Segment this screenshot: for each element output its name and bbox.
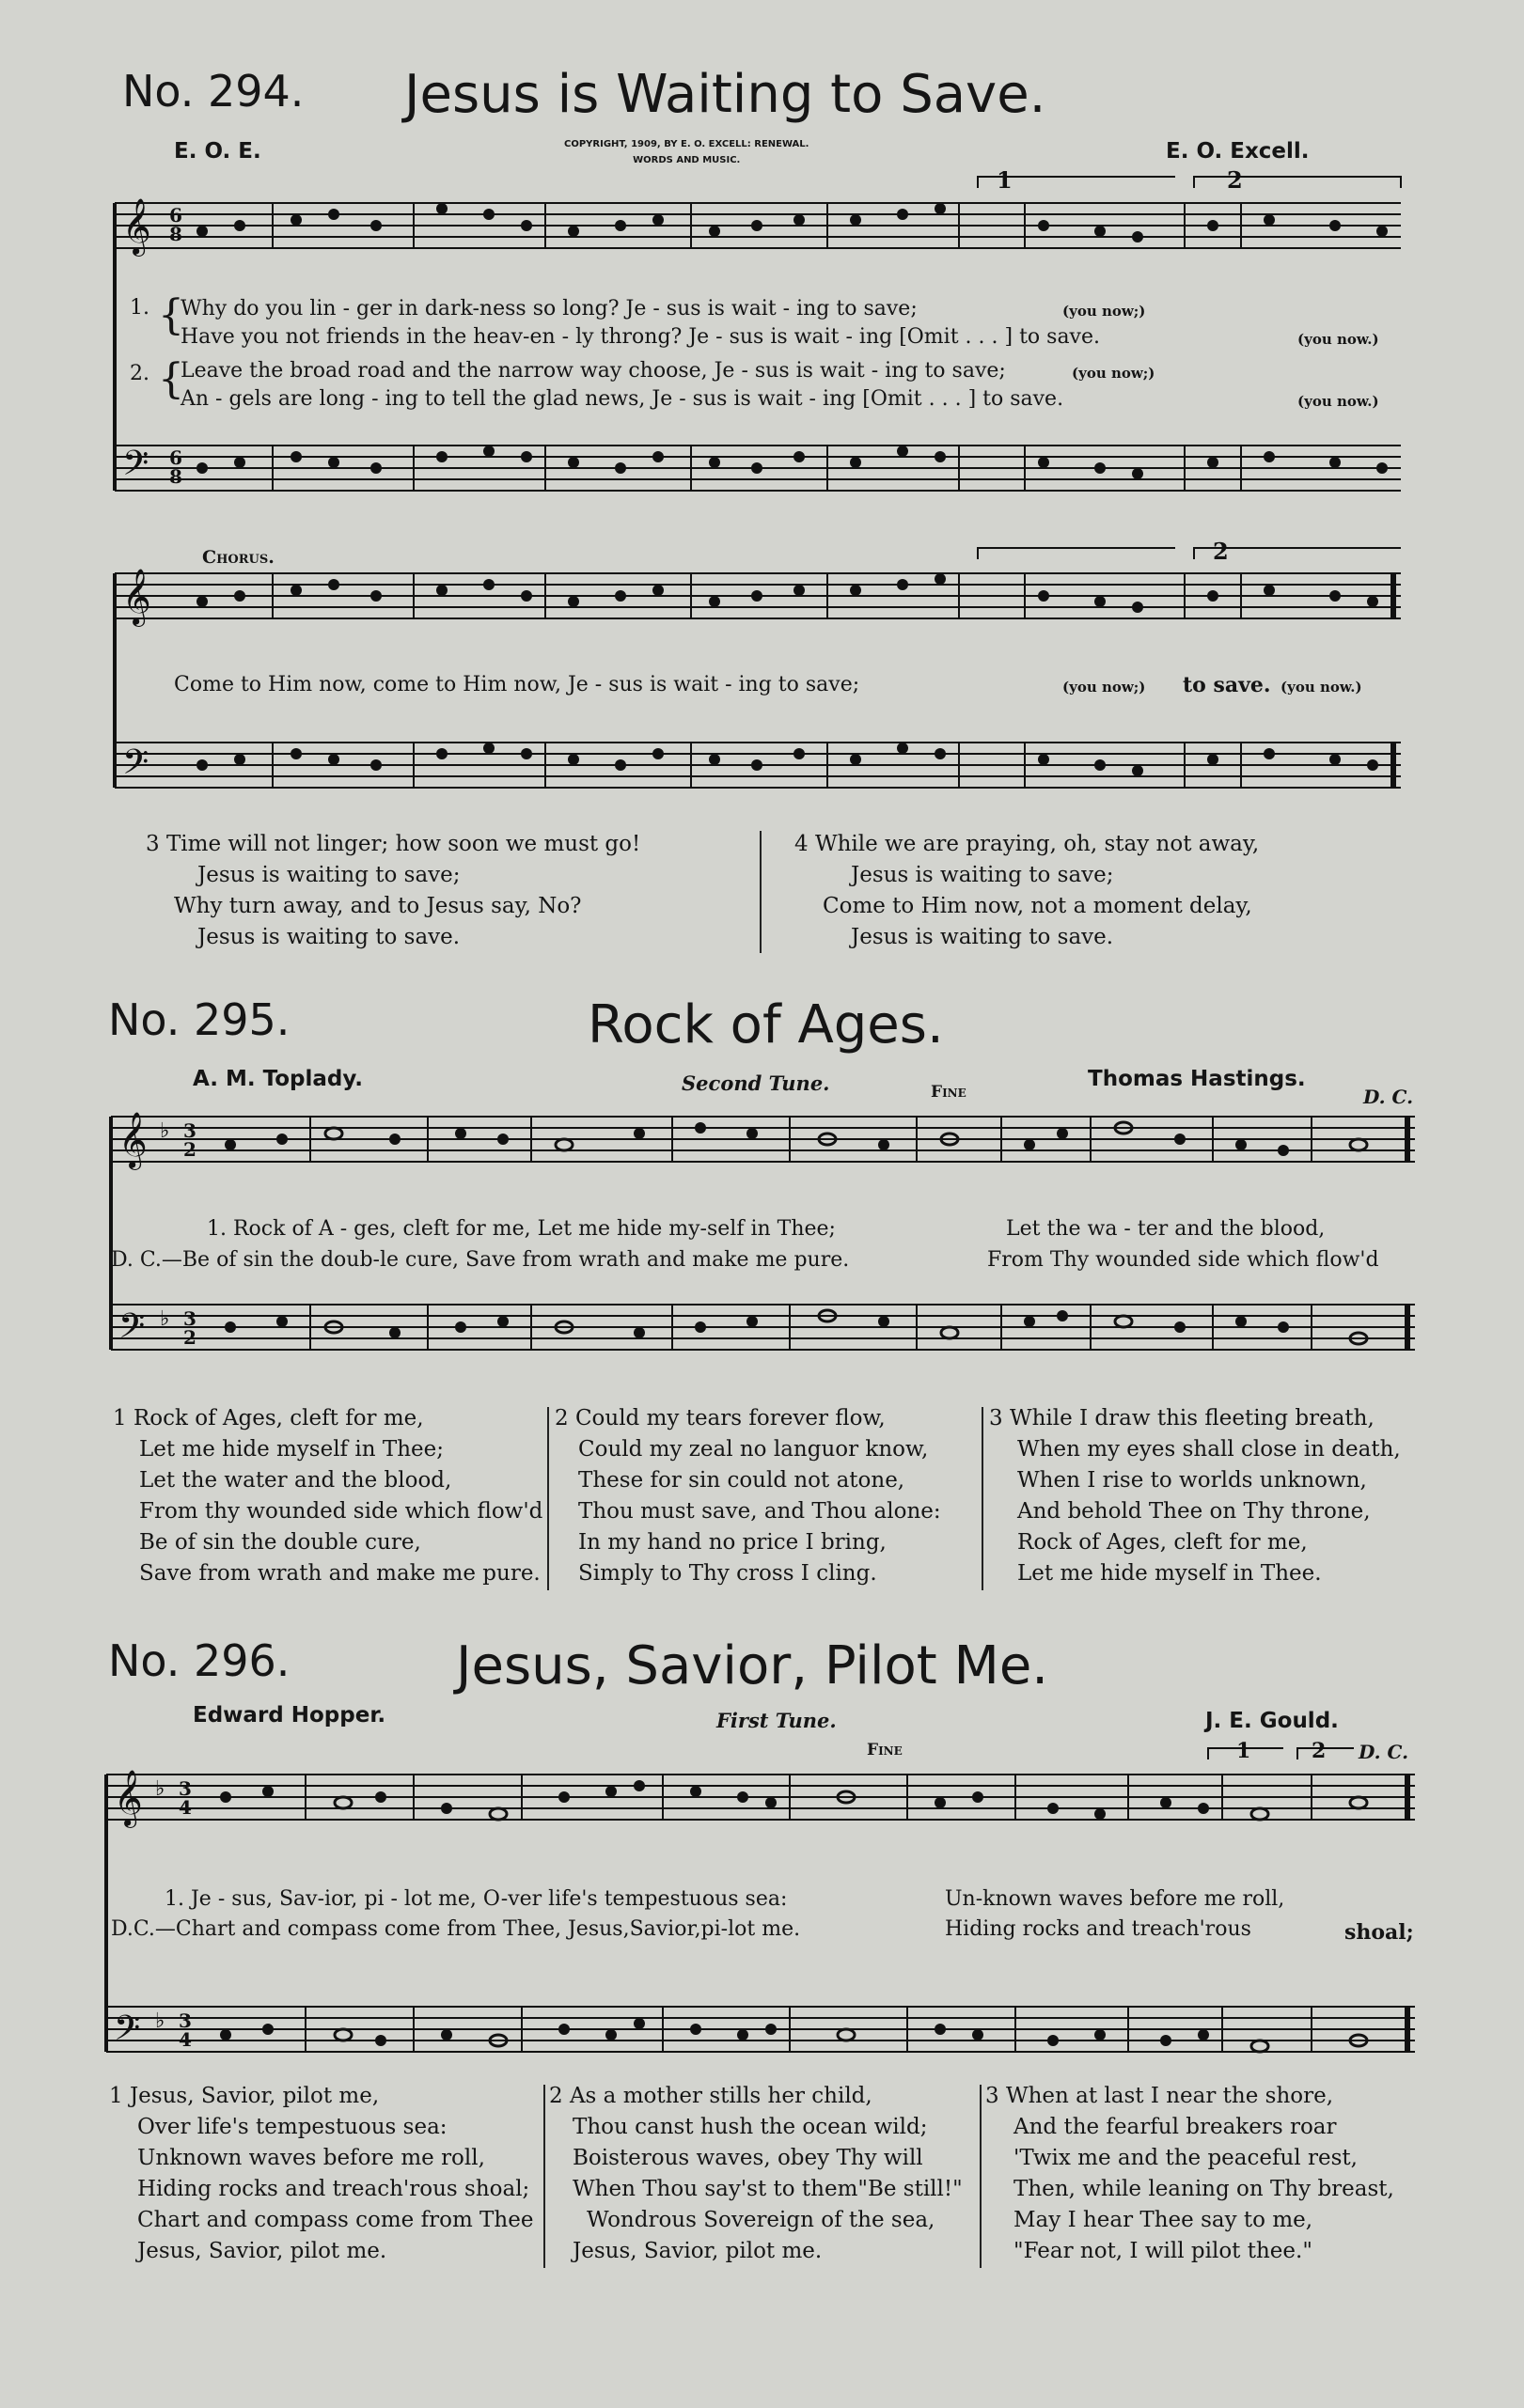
stanza-3: 3 Time will not linger; how soon we must go! Jesus is waiting to save; Why turn away, and to Jesus say, No? Jesus is waiting to save. [146, 832, 641, 949]
chorus-end: to save. [1183, 673, 1271, 697]
stanza-4: 4 While we are praying, oh, stay not away, Jesus is waiting to save; Come to Him now, not a moment delay, Jesus is waiting to save. [794, 832, 1260, 949]
fine-marker: Fine [931, 1083, 966, 1102]
chorus-text: Come to Him now, come to Him now, Je - sus is wait - ing to save; [174, 673, 860, 696]
lyric-line: 1. Je - sus, Sav-ior, pi - lot me, O-ver life's tempestuous sea: [165, 1887, 788, 1911]
svg-text:1: 1 [997, 166, 1013, 194]
lyric-line: D.C.—Chart and compass come from Thee, Jesus,Savior,pi-lot me. [111, 1917, 801, 1941]
stanza-2: 2 Could my tears forever flow, Could my zeal no languor know, These for sin could not atone, Thou must save, and Thou alone: In my hand no price I bring, Simply to Thy cross I cling. [555, 1406, 941, 1586]
lyric-line: Let the wa - ter and the blood, [1006, 1217, 1326, 1241]
hymn-number: No. 295. [108, 994, 291, 1045]
verse-line: Leave the broad road and the narrow way choose, Je - sus is wait - ing to save; [181, 359, 1006, 383]
hymn-composer: J. E. Gould. [1205, 1709, 1339, 1733]
svg-text:2: 2 [183, 1138, 196, 1161]
hymn-title: Jesus is Waiting to Save. [404, 64, 1046, 125]
verse-line: Why do you lin - ger in dark-ness so long? Je - sus is wait - ing to save; [181, 297, 918, 321]
hymn-composer: Thomas Hastings. [1088, 1067, 1306, 1091]
dc-marker: D. C. [1359, 1741, 1409, 1763]
copyright-notice: COPYRIGHT, 1909, BY E. O. EXCELL: RENEWAL. WORDS AND MUSIC. [564, 139, 809, 165]
svg-text:3: 3 [183, 1307, 196, 1330]
stanza-2: 2 As a mother stills her child, Thou canst hush the ocean wild; Boisterous waves, obey Thy will When Thou say'st to them"Be still!" Wondrous Sovereign of the sea, Jesus, Savior, pilot me. [549, 2084, 963, 2263]
verse-number: 1. [130, 296, 149, 320]
svg-text:𝄞: 𝄞 [122, 198, 151, 255]
stanza-1: 1 Jesus, Savior, pilot me, Over life's tempestuous sea: Unknown waves before me roll, Hiding rocks and treach'rous shoal; Chart and compass come from Thee Jesus, Savior, pilot me. [109, 2084, 534, 2263]
verse-aside: (you now;) [1062, 303, 1146, 320]
svg-text:𝄞: 𝄞 [122, 569, 151, 625]
hymn-author: A. M. Toplady. [193, 1067, 363, 1091]
svg-text:𝄢: 𝄢 [114, 2009, 141, 2056]
brace-symbol: { [158, 355, 184, 403]
svg-text:𝄢: 𝄢 [118, 1306, 146, 1354]
svg-text:♭: ♭ [160, 1119, 170, 1143]
lyric-line: 1. Rock of A - ges, cleft for me, Let me hide my-self in Thee; [207, 1217, 836, 1241]
svg-text:2: 2 [1213, 538, 1229, 565]
verse-aside: (you now;) [1072, 365, 1155, 382]
svg-text:♭: ♭ [155, 2009, 165, 2033]
lyric-line: From Thy wounded side which flow'd [987, 1248, 1379, 1272]
svg-text:6: 6 [169, 446, 182, 469]
chorus-aside: (you now.) [1280, 679, 1362, 696]
svg-text:♭: ♭ [160, 1307, 170, 1331]
stanza-1: 1 Rock of Ages, cleft for me, Let me hide myself in Thee; Let the water and the blood, From thy wounded side which flow'd Be of sin the double cure, Save from wrath and make me pure. [113, 1406, 543, 1586]
lyric-line: Un-known waves before me roll, [945, 1887, 1285, 1911]
fine-marker: Fine [867, 1741, 903, 1759]
brace-symbol: { [158, 291, 184, 339]
hymn-title: Jesus, Savior, Pilot Me. [456, 1635, 1049, 1697]
verse-aside: (you now.) [1297, 393, 1379, 410]
tune-name: Second Tune. [682, 1071, 830, 1095]
verse-number: 2. [130, 362, 149, 385]
svg-text:4: 4 [179, 2028, 192, 2051]
svg-text:𝄞: 𝄞 [114, 1770, 143, 1826]
lyric-line: Hiding rocks and treach'rous [945, 1917, 1251, 1941]
stanza-3: 3 When at last I near the shore, And the fearful breakers roar 'Twix me and the peaceful rest, Then, while leaning on Thy breast, May I hear Thee say to me, "Fear not, I will pilot thee." [985, 2084, 1394, 2263]
hymn-title: Rock of Ages. [588, 994, 944, 1055]
svg-text:6: 6 [169, 204, 182, 227]
dc-marker: D. C. [1363, 1086, 1414, 1108]
tune-name: First Tune. [716, 1709, 837, 1732]
svg-text:3: 3 [179, 1777, 192, 1800]
svg-text:4: 4 [179, 1796, 192, 1819]
lyric-line: D. C.—Be of sin the doub-le cure, Save from wrath and make me pure. [111, 1248, 850, 1272]
hymn-author: Edward Hopper. [193, 1703, 386, 1728]
svg-text:♭: ♭ [155, 1777, 165, 1801]
verse-line: An - gels are long - ing to tell the glad news, Je - sus is wait - ing [Omit . . . ] to save. [181, 387, 1064, 411]
svg-text:2: 2 [1312, 1739, 1327, 1763]
svg-text:𝄢: 𝄢 [122, 743, 149, 790]
stanza-3: 3 While I draw this fleeting breath, When my eyes shall close in death, When I rise to worlds unknown, And behold Thee on Thy throne, Rock of Ages, cleft for me, Let me hide myself in Thee. [989, 1406, 1401, 1586]
verse-aside: (you now.) [1297, 331, 1379, 348]
svg-text:8: 8 [169, 223, 182, 245]
lyric-line: shoal; [1344, 1920, 1414, 1945]
chorus-label: Chorus. [202, 547, 275, 568]
column-divider [980, 2085, 982, 2268]
hymn-author: E. O. E. [174, 139, 261, 164]
chorus-aside: (you now;) [1062, 679, 1146, 696]
svg-text:1: 1 [1236, 1739, 1251, 1763]
svg-text:𝄢: 𝄢 [122, 444, 149, 492]
verse-line: Have you not friends in the heav-en - ly throng? Je - sus is wait - ing [Omit . . . ] to save. [181, 325, 1101, 349]
svg-text:3: 3 [183, 1119, 196, 1142]
svg-text:3: 3 [179, 2009, 192, 2032]
svg-text:2: 2 [1227, 166, 1243, 194]
hymn-composer: E. O. Excell. [1166, 139, 1310, 164]
svg-text:𝄞: 𝄞 [118, 1112, 148, 1168]
hymn-number: No. 294. [122, 66, 305, 117]
svg-text:2: 2 [183, 1326, 196, 1349]
svg-text:8: 8 [169, 465, 182, 488]
column-divider [543, 2085, 545, 2268]
hymn-number: No. 296. [108, 1635, 291, 1686]
